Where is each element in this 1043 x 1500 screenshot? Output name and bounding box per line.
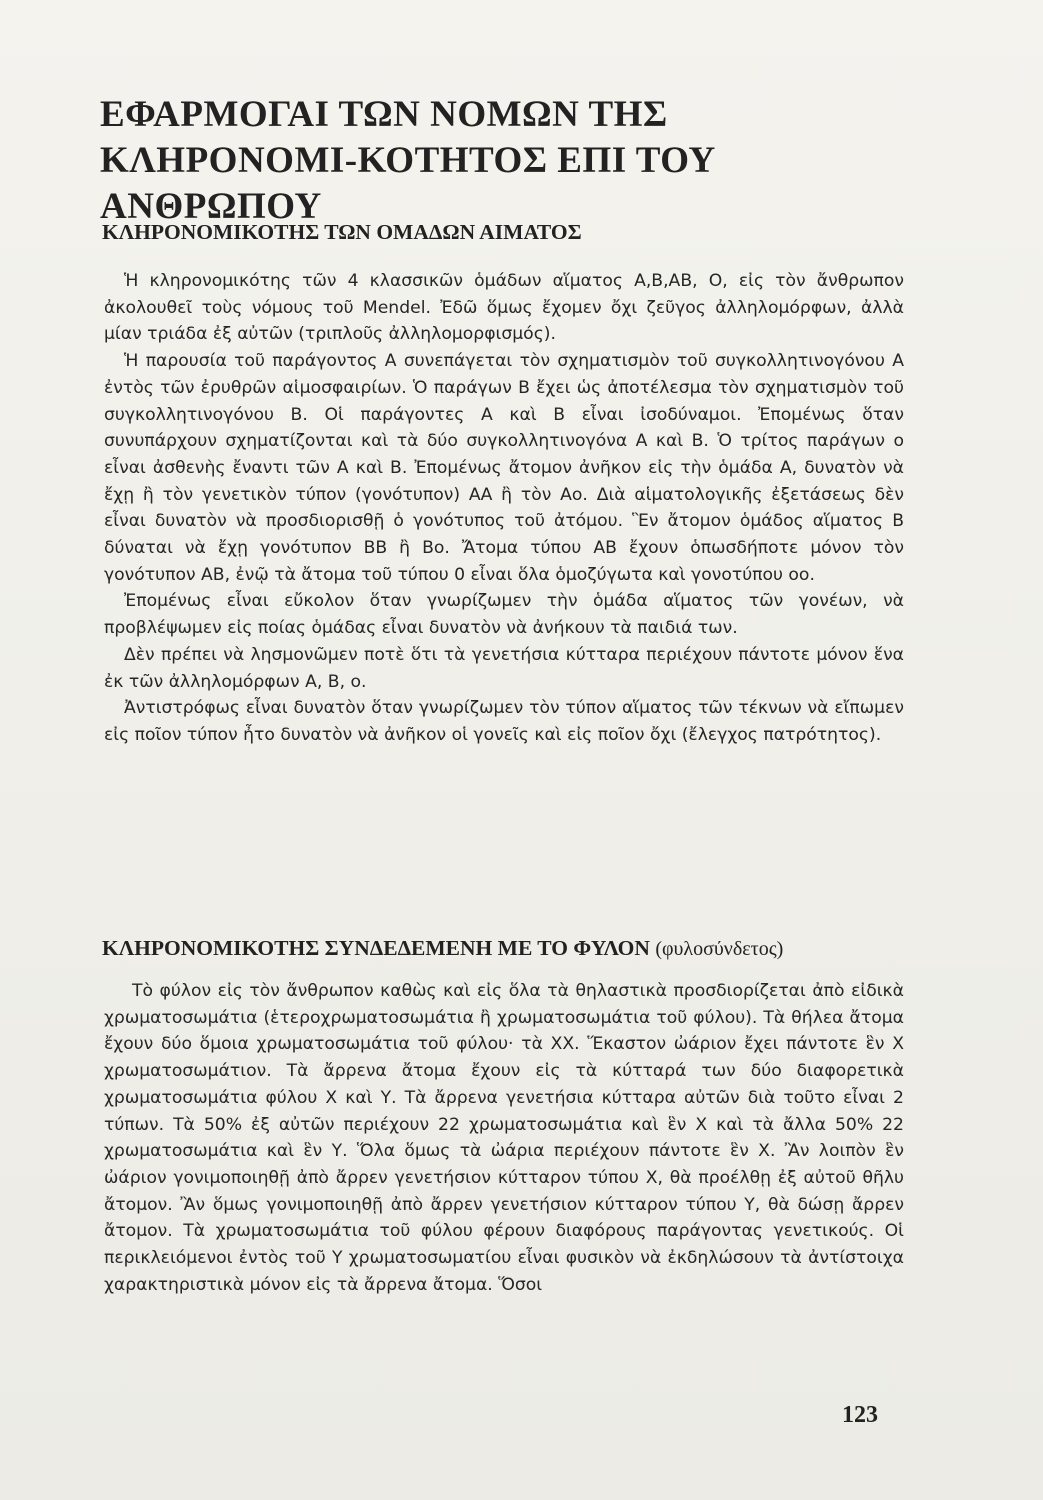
section-heading-text: ΚΛΗΡΟΝΟΜΙΚΟΤΗΣ ΣΥΝΔΕΔΕΜΕΝΗ ΜΕ ΤΟ ΦΥΛΟΝ [102,936,650,960]
page-number: 123 [842,1402,878,1428]
chapter-title: ΕΦΑΡΜΟΓΑΙ ΤΩΝ ΝΟΜΩΝ ΤΗΣ ΚΛΗΡΟΝΟΜΙ-ΚΟΤΗΤΟΣ ΕΠΙ ΤΟΥ ΑΝΘΡΩΠΟΥ [100,94,716,227]
section-heading-sex-linked [102,936,932,961]
section-heading-subtitle: (φυλοσύνδετος) [655,938,784,960]
paragraph: Δὲν πρέπει νὰ λησμονῶμεν ποτὲ ὅτι τὰ γενετήσια κύτταρα περιέχουν πάντοτε μόνον ἕνα ἐκ τῶν ἀλληλομόρφων Α, Β, ο. [104,644,904,692]
section-heading-blood-groups: ΚΛΗΡΟΝΟΜΙΚΟΤΗΣ ΤΩΝ ΟΜΑΔΩΝ ΑΙΜΑΤΟΣ [102,220,582,244]
section-body-blood-groups [104,268,904,749]
paragraph: Ἀντιστρόφως εἶναι δυνατὸν ὅταν γνωρίζωμεν τὸν τύπον αἵματος τῶν τέκνων νὰ εἴπωμεν εἰς ποῖον τύπον ἦτο δυνατὸν νὰ ἀνῆκον οἱ γονεῖς καὶ εἰς ποῖον ὄχι (ἔλεγχος πατρότητος). [104,698,904,745]
paragraph: Ἐπομένως εἶναι εὔκολον ὅταν γνωρίζωμεν τὴν ὁμάδα αἵματος τῶν γονέων, νὰ προβλέψωμεν εἰς ποίας ὁμάδας εἶναι δυνατὸν νὰ ἀνήκουν τὰ παιδιά των. [104,591,904,639]
paragraph: Τὸ φύλον εἰς τὸν ἄνθρωπον καθὼς καὶ εἰς ὅλα τὰ θηλαστικὰ προσδιορίζεται ἀπὸ εἰδικὰ χρωματοσωμάτια (ἑτεροχρωματοσωμάτια ἢ χρωματοσωμάτια τοῦ φύλου). Τὰ θήλεα ἄτομα ἔχουν δύο ὅμοια χρωματοσωμάτια τοῦ φύλου· τὰ ΧΧ. Ἕκαστον ὠάριον ἔχει πάντοτε ἓν Χ χρωματοσωμάτιον. Τὰ ἄρρενα ἄτομα ἔχουν εἰς τὰ κύτταρά των δύο διαφορετικὰ χρωματοσωμάτια φύλου Χ καὶ Υ. Τὰ ἄρρενα γενετήσια κύτταρα αὐτῶν διὰ τοῦτο εἶναι 2 τύπων. Τὰ 50% ἐξ αὐτῶν περιέχουν 22 χρωματοσωμάτια καὶ ἓν Χ καὶ τὰ ἄλλα 50% 22 χρωματοσωμάτια καὶ ἓν Υ. Ὅλα ὅμως τὰ ὠάρια περιέχουν πάντοτε ἓν Χ. Ἂν λοιπὸν ἓν ὠάριον γονιμοποιηθῇ ἀπὸ ἄρρεν γενετήσιον κύτταρον τύπου Χ, θὰ προέλθῃ ἐξ αὐτοῦ θῆλυ ἄτομον. Ἂν ὅμως γονιμοποιηθῇ ἀπὸ ἄρρεν γενετήσιον κύτταρον τύπου Υ, θὰ δώσῃ ἄρρεν ἄτομον. Τὰ χρωματοσωμάτια τοῦ φύλου φέρουν διαφόρους παράγοντας γενετικούς. Οἱ περικλειόμενοι ἐντὸς τοῦ Υ χρωματοσωματίου εἶναι φυσικὸν νὰ ἐκδηλώσουν τὰ ἀντίστοιχα χαρακτηριστικὰ μόνον εἰς τὰ ἄρρενα ἄτομα. Ὅσοι [104,981,904,1295]
paragraph: Ἡ παρουσία τοῦ παράγοντος Α συνεπάγεται τὸν σχηματισμὸν τοῦ συγκολλητινογόνου Α ἐντὸς τῶν ἐρυθρῶν αἱμοσφαιρίων. Ὁ παράγων Β ἔχει ὡς ἀποτέλεσμα τὸν σχηματισμὸν τοῦ συγκολλητινογόνου Β. Οἱ παράγοντες Α καὶ Β εἶναι ἰσοδύναμοι. Ἐπομένως ὅταν συνυπάρχουν σχηματίζονται καὶ τὰ δύο συγκολλητινογόνα Α καὶ Β. Ὁ τρίτος παράγων ο εἶναι ἀσθενὴς ἔναντι τῶν Α καὶ Β. Ἐπομένως ἄτομον ἀνῆκον εἰς τὴν ὁμάδα Α, δυνατὸν νὰ ἔχῃ ἢ τὸν γενετικὸν τύπον (γονότυπον) ΑΑ ἢ τὸν Αο. Διὰ αἱματολογικῆς ἐξετάσεως δὲν εἶναι δυνατὸν νὰ προσδιορισθῇ ὁ γονότυπος τοῦ ἀτόμου. Ἓν ἄτομον ὁμάδος αἵματος Β δύναται νὰ ἔχῃ γονότυπον ΒΒ ἢ Βο. Ἄτομα τύπου ΑΒ ἔχουν ὁπωσδήποτε μόνον τὸν γονότυπον ΑΒ, ἐνῷ τὰ ἄτομα τοῦ τύπου 0 εἶναι ὅλα ὁμοζύγωτα καὶ γονοτύπου οο. [104,351,904,585]
section-body-sex-linked [104,978,904,1298]
paragraph: Ἡ κληρονομικότης τῶν 4 κλασσικῶν ὁμάδων αἵματος Α,Β,ΑΒ, Ο, εἰς τὸν ἄνθρωπον ἀκολουθεῖ τοὺς νόμους τοῦ Mendel. Ἐδῶ ὅμως ἔχομεν ὄχι ζεῦγος ἀλληλομόρφων, ἀλλὰ μίαν τριάδα ἐξ αὐτῶν (τριπλοῦς ἀλληλομορφισμός). [104,271,904,345]
